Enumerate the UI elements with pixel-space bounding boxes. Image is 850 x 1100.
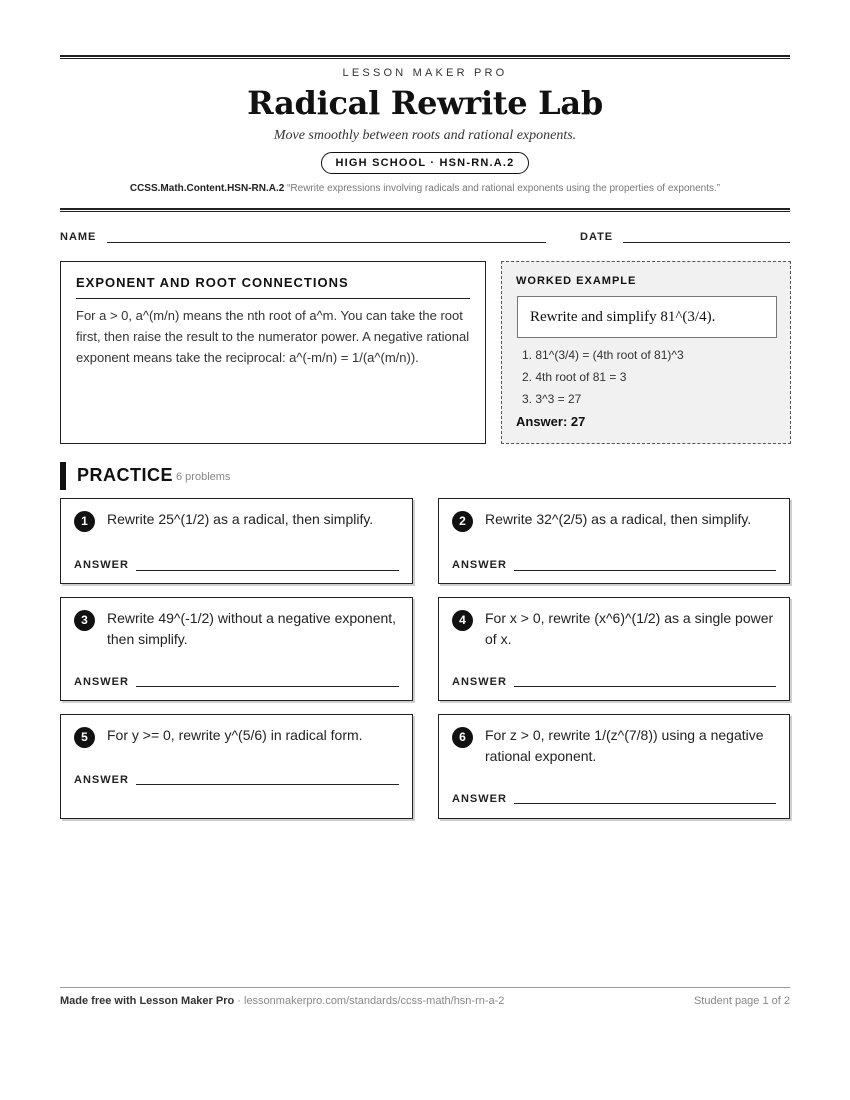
answer-label: ANSWER — [74, 559, 129, 571]
problem-card-6 — [438, 714, 790, 819]
worked-example-steps — [522, 344, 684, 410]
date-label: DATE — [580, 231, 614, 243]
problem-number: 6 — [452, 727, 473, 748]
answer-field[interactable] — [514, 686, 776, 687]
answer-label: ANSWER — [74, 774, 129, 786]
worked-example-step: 2. 4th root of 81 = 3 — [522, 370, 627, 384]
page-title: Radical Rewrite Lab — [247, 84, 603, 122]
answer-field[interactable] — [136, 686, 399, 687]
answer-field[interactable] — [514, 570, 776, 571]
concept-divider — [76, 298, 470, 299]
concept-box — [60, 261, 486, 444]
footer-page-number: Student page 1 of 2 — [693, 995, 790, 1007]
problem-card-4 — [438, 597, 790, 701]
standard-text: “Rewrite expressions involving radicals and rational exponents using the properties of exponents.” — [287, 183, 721, 194]
date-field[interactable] — [623, 242, 790, 243]
level-badge: HIGH SCHOOL · HSN-RN.A.2 — [321, 152, 530, 174]
problem-number: 1 — [74, 511, 95, 532]
problem-text: For z > 0, rewrite 1/(z^(7/8)) using a negative rational exponent. — [485, 727, 764, 764]
problem-text: Rewrite 49^(-1/2) without a negative exponent, then simplify. — [107, 610, 397, 647]
answer-label: ANSWER — [452, 676, 507, 688]
answer-label: ANSWER — [74, 676, 129, 688]
worked-example-title: WORKED EXAMPLE — [516, 275, 637, 287]
problem-number: 5 — [74, 727, 95, 748]
answer-label: ANSWER — [452, 793, 507, 805]
standard-code: CCSS.Math.Content.HSN-RN.A.2 — [129, 183, 285, 194]
worked-example-answer: Answer: 27 — [516, 414, 586, 429]
worked-example-box — [501, 261, 791, 444]
practice-count: 6 problems — [176, 471, 231, 483]
answer-field[interactable] — [136, 570, 399, 571]
problem-number: 2 — [452, 511, 473, 532]
name-label: NAME — [60, 231, 97, 243]
answer-field[interactable] — [136, 784, 399, 785]
worked-example-step: 1. 81^(3/4) = (4th root of 81)^3 — [522, 348, 684, 362]
problem-card-2 — [438, 498, 790, 584]
brand-name: LESSON MAKER PRO — [342, 67, 508, 79]
header-top-rule — [60, 55, 790, 59]
answer-field[interactable] — [514, 803, 776, 804]
concept-body: For a > 0, a^(m/n) means the nth root of a^m. You can take the root first, then raise the result to the numerator power. A negative rational exponent means take the reciprocal: a^(-m/n) = 1/(a^(m/n)). — [76, 308, 470, 365]
problem-card-5 — [60, 714, 413, 819]
practice-accent-bar — [60, 462, 66, 490]
problem-card-3 — [60, 597, 413, 701]
footer-separator: · — [234, 995, 244, 1007]
problem-text: Rewrite 32^(2/5) as a radical, then simplify. — [485, 511, 752, 527]
problem-number: 4 — [452, 610, 473, 631]
concept-title: EXPONENT AND ROOT CONNECTIONS — [76, 275, 349, 290]
problem-text: For x > 0, rewrite (x^6)^(1/2) as a single power of x. — [485, 610, 774, 647]
worked-example-problem: Rewrite and simplify 81^(3/4). — [517, 296, 777, 338]
practice-title: PRACTICE — [77, 465, 174, 485]
problem-card-1 — [60, 498, 413, 584]
worked-example-step: 3. 3^3 = 27 — [522, 392, 582, 406]
problem-number: 3 — [74, 610, 95, 631]
problem-text: For y >= 0, rewrite y^(5/6) in radical form. — [107, 727, 363, 743]
header-bottom-rule — [60, 208, 790, 212]
name-field[interactable] — [107, 242, 546, 243]
footer-divider — [60, 987, 790, 988]
standard-reference — [0, 183, 850, 194]
problem-text: Rewrite 25^(1/2) as a radical, then simplify. — [107, 511, 374, 527]
footer-url[interactable]: lessonmakerpro.com/standards/ccss-math/hsn-rn-a-2 — [244, 995, 505, 1007]
page-subtitle: Move smoothly between roots and rational exponents. — [273, 128, 577, 143]
footer-made-with: Made free with Lesson Maker Pro — [60, 995, 235, 1007]
footer-credit — [60, 995, 504, 1007]
answer-label: ANSWER — [452, 559, 507, 571]
